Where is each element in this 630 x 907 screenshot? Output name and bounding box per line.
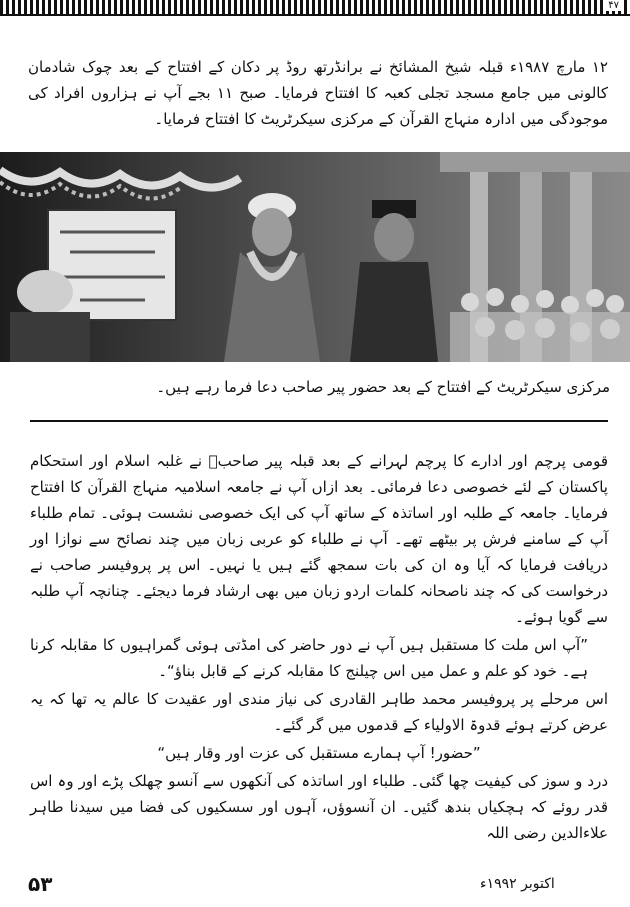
photo-illustration (0, 152, 630, 362)
photo-caption: مرکزی سیکرٹریٹ کے افتتاح کے بعد حضور پیر صاحب دعا فرما رہے ہیں۔ (156, 378, 610, 396)
issue-date: اکتوبر ۱۹۹۲ء (480, 876, 555, 892)
opening-ceremony-photo (0, 152, 630, 362)
quote-professor: ”حضور! آپ ہمارے مستقبل کی عزت اور وقار ہیں“ (157, 744, 481, 762)
body-paragraph-1: قومی پرچم اور ادارے کا پرچم لہرانے کے بعد قبلہ پیر صاحبؒ نے غلبہ اسلام اور استحکام پاکستان کے لئے خصوصی دعا فرمائی۔ بعد ازاں آپ نے جامعہ اسلامیہ منہاج القرآن کا افتتاح فرمایا۔ جامعہ کے طلبہ اور اساتذہ کے ساتھ آپ کی ایک خصوصی نشست ہوئی۔ تمام طلباء آپ کے سامنے فرش پر بیٹھے تھے۔ آپ نے طلباء کو عربی زبان میں چند نصائح سے نوازا اور دریافت فرمایا کہ آیا وہ ان کی بات سمجھ گئے ہیں یا نہیں۔ اس پر پروفیسر صاحب نے درخواست کی کہ چند ناصحانہ کلمات اردو زبان میں بھی ارشاد فرما دیجئے۔ چنانچہ آپ طلبہ سے گویا ہوئے۔ (30, 452, 608, 626)
body-paragraph-2: اس مرحلے پر پروفیسر محمد طاہر القادری کی نیاز مندی اور عقیدت کا عالم یہ تھا کہ یہ عرض کرتے ہوئے قدوۃ الاولیاء کے قدموں میں گر گئے۔ (30, 690, 608, 734)
page-corner-number: ۴۷ (605, 0, 622, 11)
quote-students-address: ”آپ اس ملت کا مستقبل ہیں آپ نے دور حاضر کی امڈتی ہوئی گمراہیوں کا مقابلہ کرنا ہے۔ خود کو علم و عمل میں اس چیلنج کا مقابلہ کرنے کے قابل بناؤ“۔ (30, 636, 588, 680)
section-divider (30, 420, 608, 422)
body-paragraph-3: درد و سوز کی کیفیت چھا گئی۔ طلباء اور اساتذہ کی آنکھوں سے آنسو چھلک پڑے اور وہ اس قدر روئے کہ ہچکیاں بندھ گئیں۔ ان آنسوؤں، آہوں اور سسکیوں کی فضا میں سیدنا طاہر علاءالدین رضی اللہ (30, 772, 608, 842)
article-body (30, 448, 608, 848)
intro-paragraph: ۱۲ مارچ ۱۹۸۷ء قبلہ شیخ المشائخ نے برانڈرتھ روڈ پر دکان کے افتتاح کے بعد چوک شادمان کالونی میں جامع مسجد تجلی کعبہ کا افتتاح فرمایا۔ صبح ۱۱ بجے آپ نے ہزاروں افراد کی موجودگی میں ادارہ منہاج القرآن کے مرکزی سیکرٹریٹ کا افتتاح فرمایا۔ (28, 58, 609, 128)
page-number: ۵۳ (28, 872, 53, 896)
decorative-top-border (0, 0, 630, 14)
top-border-line (0, 14, 630, 16)
